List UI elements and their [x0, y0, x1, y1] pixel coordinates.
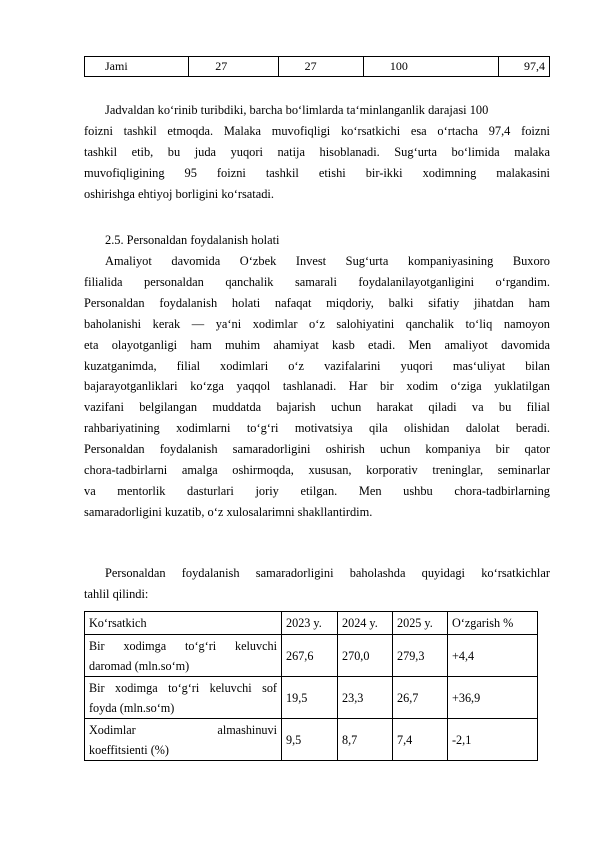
- table-cell: 267,6: [282, 635, 338, 677]
- indicator-label-line: koeffitsienti (%): [89, 742, 169, 757]
- section-heading: 2.5. Personaldan foydalanish holati: [105, 233, 280, 247]
- indicator-label-line: daromad (mln.so‘m): [89, 658, 190, 673]
- table-header-row: [85, 612, 538, 635]
- summary-table: [84, 56, 550, 77]
- indicators-table: [84, 611, 538, 761]
- text-line: Personaldan foydalanish samaradorligini oshirish uchun kompaniya bir qator: [84, 442, 550, 457]
- table-row: [85, 57, 550, 77]
- table-cell: 279,3: [393, 635, 448, 677]
- table-cell: 19,5: [282, 677, 338, 719]
- table-header-cell: 2025 y.: [393, 612, 448, 635]
- text-line: rahbariyatining xodimlarni to‘g‘ri motivatsiya qila olishidan dalolat beradi.: [84, 421, 550, 436]
- table-cell: 97,4: [499, 57, 550, 77]
- table-row: [85, 635, 538, 677]
- text-line: eta olayotganligi ham muhim ahamiyat kasb etadi. Men amaliyot davomida: [84, 337, 550, 352]
- table-cell: 23,3: [338, 677, 393, 719]
- indicator-label-line: foyda (mln.so‘m): [89, 700, 175, 715]
- text-line: foizni tashkil etmoqda. Malaka muvofiqligi ko‘rsatkichi esa o‘rtacha 97,4 foizni: [84, 123, 550, 138]
- table-cell: 26,7: [393, 677, 448, 719]
- table-cell: [85, 635, 282, 677]
- text-line: Jadvaldan ko‘rinib turibdiki, barcha bo‘limlarda ta‘minlanganlik darajasi 100: [105, 103, 489, 117]
- table-row: [85, 677, 538, 719]
- text-line: tashkil etib, bu juda yuqori natija hisoblanadi. Sug‘urta bo‘limida malaka: [84, 144, 550, 159]
- text-line: vazifani belgilangan muddatda bajarish uchun harakat qiladi va bu filial: [84, 400, 550, 415]
- table-cell: 270,0: [338, 635, 393, 677]
- table-cell: 7,4: [393, 719, 448, 761]
- paragraph-indicators-intro: [84, 563, 550, 605]
- text-line: bajarayotganliklari ko‘zga yaqqol tashlanadi. Har bir xodim o‘ziga yuklatilgan: [84, 379, 550, 394]
- table-cell: Jami: [85, 57, 189, 77]
- table-header-cell: 2023 y.: [282, 612, 338, 635]
- table-cell: +36,9: [448, 677, 538, 719]
- text-line: Personaldan foydalanish holati nafaqat miqdoriy, balki sifatiy jihatdan ham: [84, 295, 550, 310]
- table-cell: +4,4: [448, 635, 538, 677]
- text-line: samaradorligini kuzatib, o‘z xulosalarimni shakllantirdim.: [84, 504, 373, 519]
- table-cell: 27: [189, 57, 278, 77]
- table-row: [85, 719, 538, 761]
- text-line: chora-tadbirlarni amalga oshirmoqda, xususan, korporativ treninglar, seminarlar: [84, 463, 550, 478]
- indicator-label-line: Bir xodimga to‘g‘ri keluvchi sof: [89, 680, 277, 695]
- text-line: muvofiqligining 95 foizni tashkil etishi bir-ikki xodimning malakasini: [84, 165, 550, 180]
- text-line: tahlil qilindi:: [84, 586, 149, 601]
- table-cell: 27: [278, 57, 363, 77]
- table-header-cell: O‘zgarish %: [448, 612, 538, 635]
- text-line: Amaliyot davomida O‘zbek Invest Sug‘urta kompaniyasining Buxoro: [105, 254, 550, 268]
- text-line: kuzatganimda, filial xodimlari o‘z vazifalarini yuqori mas‘uliyat bilan: [84, 358, 550, 373]
- text-line: Personaldan foydalanish samaradorligini baholashda quyidagi ko‘rsatkichlar: [105, 566, 550, 580]
- text-line: va mentorlik dasturlari joriy etilgan. Men ushbu chora-tadbirlarning: [84, 483, 550, 498]
- table-cell: [85, 677, 282, 719]
- text-line: oshirishga ehtiyoj borligini ko‘rsatadi.: [84, 186, 274, 201]
- text-line: filialida personaldan qanchalik samarali foydalanilayotganligini o‘rgandim.: [84, 274, 550, 289]
- table-cell: -2,1: [448, 719, 538, 761]
- indicator-label-line: Bir xodimga to‘g‘ri keluvchi: [89, 638, 277, 653]
- table-header-cell: 2024 y.: [338, 612, 393, 635]
- table-cell: 9,5: [282, 719, 338, 761]
- table-header-cell: Ko‘rsatkich: [85, 612, 282, 635]
- table-cell: 100: [363, 57, 498, 77]
- paragraph-table-analysis: [84, 100, 550, 205]
- text-line: baholanishi kerak — ya‘ni xodimlar o‘z salohiyatini qanchalik to‘liq namoyon: [84, 316, 550, 331]
- table-cell: 8,7: [338, 719, 393, 761]
- table-cell: [85, 719, 282, 761]
- indicator-label-line: Xodimlar almashinuvi: [89, 722, 277, 737]
- paragraph-personnel-usage: [84, 251, 550, 523]
